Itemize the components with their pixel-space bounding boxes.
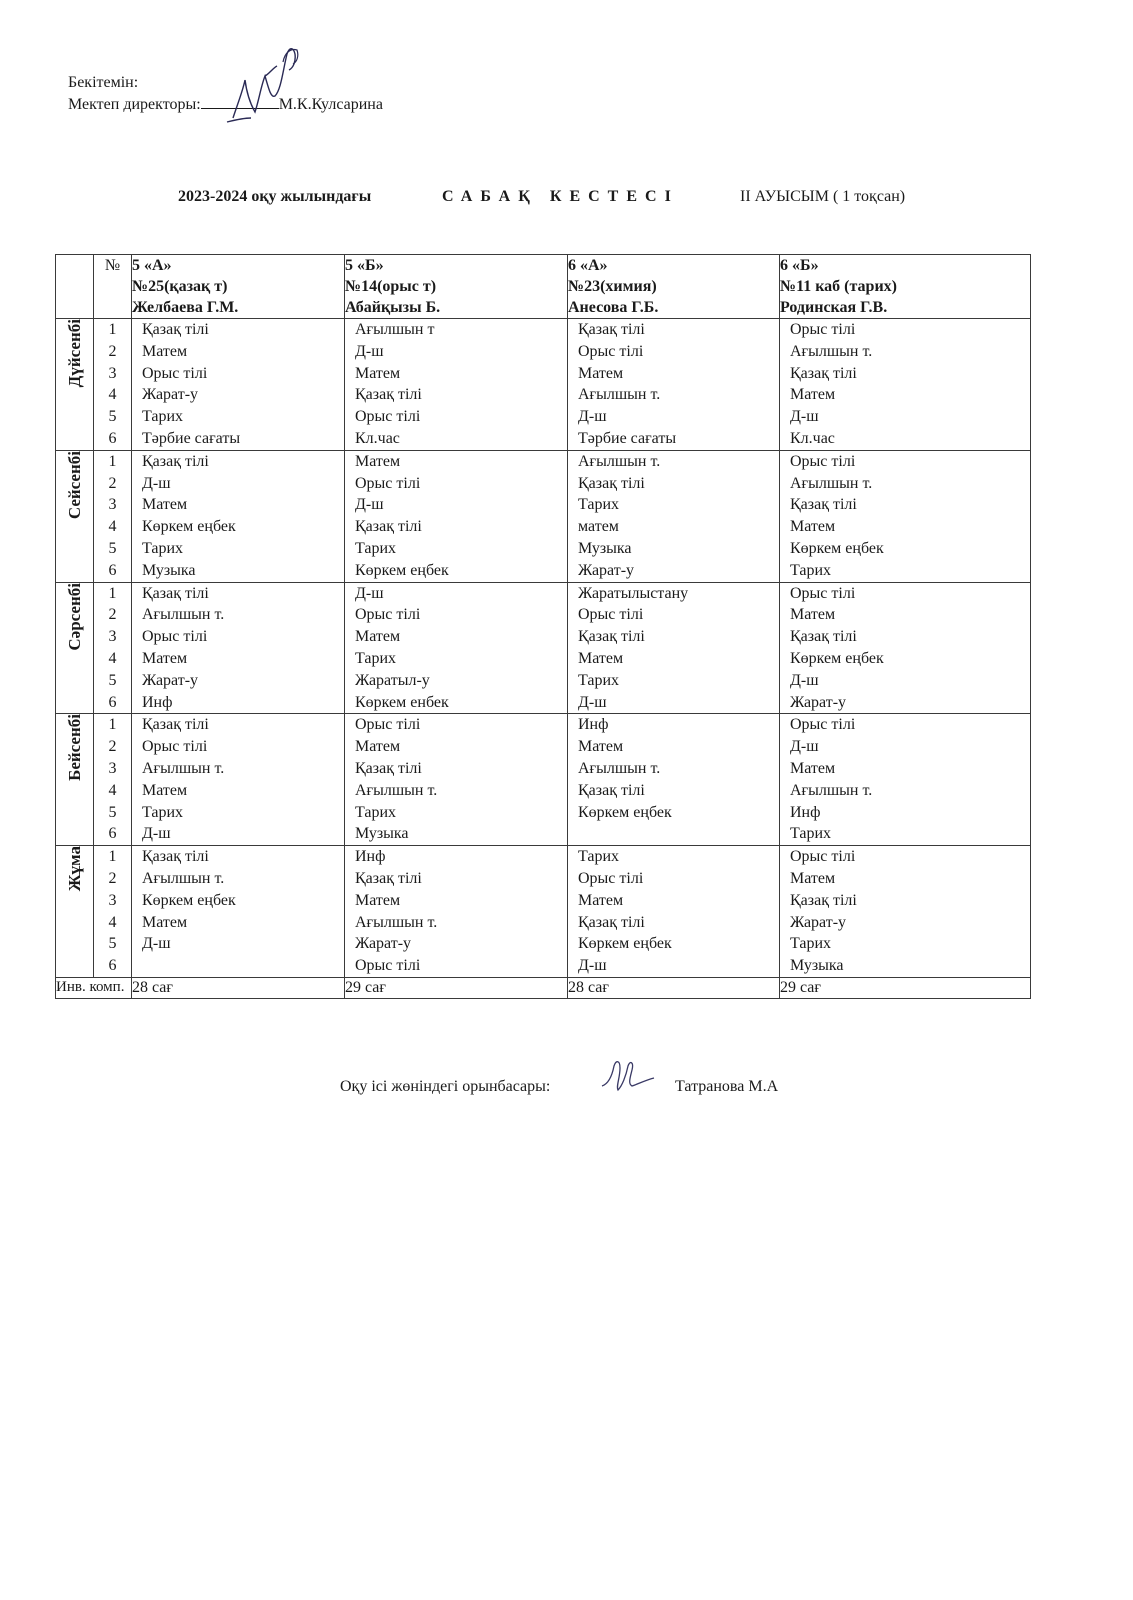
lesson-item: Матем bbox=[790, 386, 836, 404]
day-name: Сәрсенбі bbox=[64, 582, 84, 651]
lesson-item bbox=[132, 955, 344, 977]
lessons-cell bbox=[780, 714, 1031, 846]
lesson-item: Матем bbox=[355, 364, 401, 382]
lesson-item: Матем bbox=[578, 891, 624, 909]
number-header: № bbox=[94, 255, 132, 319]
lesson-item: Қазақ тілі bbox=[142, 321, 209, 338]
lesson-numbers bbox=[94, 846, 132, 978]
footer-row bbox=[56, 977, 1031, 998]
day-cell bbox=[56, 319, 94, 451]
class-room: №25(қазақ т) bbox=[132, 278, 228, 295]
lessons-cell bbox=[780, 450, 1031, 582]
lesson-number: 1 bbox=[108, 452, 117, 470]
lesson-item: Орыс тілі bbox=[578, 606, 644, 624]
lesson-item: Д-ш bbox=[578, 408, 607, 426]
lesson-item: Д-ш bbox=[355, 342, 384, 360]
class-header bbox=[132, 255, 345, 319]
lesson-item: Қазақ тілі bbox=[578, 781, 645, 799]
lesson-item: Тарих bbox=[578, 671, 620, 689]
lesson-item: Инф bbox=[578, 716, 609, 734]
lessons-cell bbox=[568, 846, 780, 978]
lesson-item: Ағылшын т. bbox=[142, 869, 225, 887]
lesson-item: Д-ш bbox=[142, 825, 171, 843]
day-cell bbox=[56, 450, 94, 582]
director-name: М.К.Кулсарина bbox=[278, 96, 383, 113]
lesson-number: 1 bbox=[108, 848, 117, 866]
lesson-item: Тарих bbox=[790, 561, 832, 579]
lesson-item: Орыс тілі bbox=[790, 321, 856, 338]
lesson-item: Матем bbox=[355, 628, 401, 646]
lessons-cell bbox=[345, 582, 568, 714]
lesson-number: 5 bbox=[108, 671, 117, 689]
lesson-item: Орыс тілі bbox=[355, 408, 421, 426]
lessons-cell bbox=[132, 714, 345, 846]
lesson-item: Матем bbox=[790, 869, 836, 887]
lesson-item: Қазақ тілі bbox=[355, 386, 422, 404]
lesson-item: Қазақ тілі bbox=[790, 364, 857, 382]
lesson-item: Орыс тілі bbox=[355, 957, 421, 975]
schedule-table bbox=[55, 254, 1031, 999]
day-row bbox=[56, 582, 1031, 714]
lesson-item: Матем bbox=[142, 913, 188, 931]
lesson-item: Д-ш bbox=[142, 474, 171, 492]
lesson-item: Д-ш bbox=[142, 935, 171, 953]
lesson-number: 5 bbox=[108, 539, 117, 557]
lesson-number: 1 bbox=[108, 321, 117, 338]
lesson-item: Орыс тілі bbox=[142, 738, 208, 756]
lesson-item: Орыс тілі bbox=[355, 716, 421, 734]
lessons-cell bbox=[345, 846, 568, 978]
lesson-number: 1 bbox=[108, 716, 117, 734]
lesson-item: Көркем еңбек bbox=[790, 539, 884, 557]
lesson-item: Орыс тілі bbox=[578, 869, 644, 887]
lessons-cell bbox=[132, 450, 345, 582]
lesson-item: Жарат-у bbox=[790, 693, 847, 711]
class-name: 5 «Б» bbox=[345, 257, 384, 274]
lesson-item: Ағылшын т. bbox=[790, 342, 873, 360]
lesson-item: Тарих bbox=[355, 649, 397, 667]
day-name: Бейсенбі bbox=[64, 714, 84, 782]
lesson-item: Матем bbox=[790, 518, 836, 536]
lesson-number: 5 bbox=[108, 935, 117, 953]
deputy-name: Татранова М.А bbox=[675, 1078, 779, 1095]
day-name: Жұма bbox=[64, 846, 84, 892]
lesson-item: Д-ш bbox=[790, 671, 819, 689]
lesson-number: 5 bbox=[108, 803, 117, 821]
lesson-number: 2 bbox=[108, 474, 117, 492]
lesson-item: Тарих bbox=[355, 539, 397, 557]
lesson-item: Д-ш bbox=[790, 738, 819, 756]
day-cell bbox=[56, 846, 94, 978]
lesson-item: Тарих bbox=[578, 848, 620, 866]
header-row bbox=[56, 255, 1031, 319]
lesson-item: Қазақ тілі bbox=[578, 628, 645, 646]
lesson-number: 3 bbox=[108, 628, 117, 646]
lessons-cell bbox=[568, 714, 780, 846]
lesson-item: Кл.час bbox=[790, 429, 835, 447]
lesson-item: Матем bbox=[578, 738, 624, 756]
class-name: 6 «Б» bbox=[780, 257, 819, 274]
lesson-item: Орыс тілі bbox=[790, 452, 856, 470]
lesson-item: Орыс тілі bbox=[790, 584, 856, 602]
director-title: Мектеп директоры: bbox=[68, 96, 201, 113]
lesson-item: Матем bbox=[578, 649, 624, 667]
lesson-item: Қазақ тілі bbox=[142, 584, 209, 602]
lesson-item: Тарих bbox=[578, 496, 620, 514]
lesson-number: 4 bbox=[108, 518, 117, 536]
lesson-item: Орыс тілі bbox=[142, 364, 208, 382]
lesson-item: Ағылшын т. bbox=[578, 759, 661, 777]
lesson-item: Матем bbox=[142, 342, 188, 360]
day-cell bbox=[56, 714, 94, 846]
class-teacher: Желбаева Г.М. bbox=[132, 299, 239, 316]
lesson-number: 4 bbox=[108, 781, 117, 799]
lesson-item: Матем bbox=[790, 759, 836, 777]
lesson-item: Матем bbox=[790, 606, 836, 624]
lesson-number: 6 bbox=[108, 561, 117, 579]
lesson-item: Матем bbox=[355, 738, 401, 756]
lesson-item: Тарих bbox=[142, 803, 184, 821]
lesson-item: Қазақ тілі bbox=[355, 869, 422, 887]
day-row bbox=[56, 319, 1031, 451]
lesson-item: Ағылшын т. bbox=[355, 781, 438, 799]
lessons-cell bbox=[345, 450, 568, 582]
lessons-cell bbox=[132, 582, 345, 714]
lesson-item: Орыс тілі bbox=[355, 474, 421, 492]
deputy-label: Оқу ісі жөніндегі орынбасары: bbox=[340, 1078, 551, 1095]
lesson-item: Ағылшын т. bbox=[142, 759, 225, 777]
lesson-item: Көркем еңбек bbox=[142, 891, 236, 909]
lesson-item: Тарих bbox=[142, 408, 184, 426]
lesson-item: Тарих bbox=[142, 539, 184, 557]
lesson-item: Тәрбие сағаты bbox=[578, 429, 677, 447]
lesson-item: Қазақ тілі bbox=[790, 628, 857, 646]
class-room: №14(орыс т) bbox=[345, 278, 437, 295]
lesson-item: Ағылшын т bbox=[355, 321, 435, 338]
lesson-item: Қазақ тілі bbox=[578, 913, 645, 931]
lesson-item: Орыс тілі bbox=[142, 628, 208, 646]
lesson-item: Қазақ тілі bbox=[142, 848, 209, 866]
lesson-item: Д-ш bbox=[578, 957, 607, 975]
lesson-numbers bbox=[94, 319, 132, 451]
lesson-item: Қазақ тілі bbox=[355, 759, 422, 777]
lesson-item bbox=[568, 823, 779, 845]
footer-label: Инв. комп. bbox=[56, 977, 132, 998]
lesson-number: 5 bbox=[108, 408, 117, 426]
lesson-number: 4 bbox=[108, 386, 117, 404]
lesson-item: Ағылшын т. bbox=[790, 781, 873, 799]
deputy-signature-icon bbox=[598, 1056, 658, 1096]
lesson-item: Жарат-у bbox=[142, 671, 199, 689]
lesson-item: Д-ш bbox=[355, 584, 384, 602]
lesson-item: Жарат-у bbox=[355, 935, 412, 953]
lesson-item: Ағылшын т. bbox=[355, 913, 438, 931]
lesson-number: 6 bbox=[108, 957, 117, 975]
day-header-cell bbox=[56, 255, 94, 319]
lessons-cell bbox=[345, 319, 568, 451]
lessons-cell bbox=[780, 319, 1031, 451]
lesson-numbers bbox=[94, 450, 132, 582]
lesson-number: 6 bbox=[108, 429, 117, 447]
lesson-number: 6 bbox=[108, 825, 117, 843]
lesson-item: Матем bbox=[142, 649, 188, 667]
lesson-number: 2 bbox=[108, 869, 117, 887]
lesson-item: Музыка bbox=[355, 825, 409, 843]
class-header bbox=[780, 255, 1031, 319]
lesson-item: Көркем еңбек bbox=[578, 935, 672, 953]
shift-label: ІІ АУЫСЫМ ( 1 тоқсан) bbox=[740, 188, 906, 205]
lesson-item: Жаратылыстану bbox=[578, 584, 689, 602]
lessons-cell bbox=[568, 450, 780, 582]
lesson-item: Жарат-у bbox=[790, 913, 847, 931]
lessons-cell bbox=[780, 582, 1031, 714]
lesson-item: Д-ш bbox=[578, 693, 607, 711]
lesson-number: 2 bbox=[108, 342, 117, 360]
lesson-item: Музыка bbox=[142, 561, 196, 579]
lesson-item: Матем bbox=[355, 891, 401, 909]
lesson-item: Музыка bbox=[790, 957, 844, 975]
lesson-item: Д-ш bbox=[790, 408, 819, 426]
lesson-item: Тәрбие сағаты bbox=[142, 429, 241, 447]
lesson-item: Жарат-у bbox=[578, 561, 635, 579]
total-hours: 28 сағ bbox=[568, 977, 780, 998]
class-header bbox=[568, 255, 780, 319]
lesson-number: 4 bbox=[108, 649, 117, 667]
total-hours: 29 сағ bbox=[345, 977, 568, 998]
lessons-cell bbox=[568, 319, 780, 451]
lesson-number: 4 bbox=[108, 913, 117, 931]
schedule-title: САБАҚ КЕСТЕСІ bbox=[442, 188, 679, 205]
day-row bbox=[56, 714, 1031, 846]
lessons-cell bbox=[780, 846, 1031, 978]
class-room: №23(химия) bbox=[568, 278, 657, 295]
lesson-item: Көркем еңбек bbox=[142, 518, 236, 536]
lesson-item: Қазақ тілі bbox=[578, 474, 645, 492]
lesson-item: Көркем еңбек bbox=[355, 561, 449, 579]
day-cell bbox=[56, 582, 94, 714]
academic-year: 2023-2024 оқу жылындағы bbox=[178, 188, 372, 205]
lesson-item: матем bbox=[578, 518, 619, 536]
lesson-item: Инф bbox=[355, 848, 386, 866]
lesson-numbers bbox=[94, 582, 132, 714]
class-name: 6 «А» bbox=[568, 257, 608, 274]
lesson-number: 3 bbox=[108, 759, 117, 777]
day-name: Сейсенбі bbox=[64, 450, 84, 519]
lesson-item: Инф bbox=[790, 803, 821, 821]
director-signature-icon bbox=[225, 40, 310, 130]
lesson-item: Жаратыл-у bbox=[355, 671, 430, 689]
lesson-item: Жарат-у bbox=[142, 386, 199, 404]
lesson-item: Ағылшын т. bbox=[578, 386, 661, 404]
lesson-number: 6 bbox=[108, 693, 117, 711]
lesson-number: 3 bbox=[108, 496, 117, 514]
total-hours: 28 сағ bbox=[132, 977, 345, 998]
lesson-number: 2 bbox=[108, 606, 117, 624]
lesson-item: Көркем еңбек bbox=[790, 649, 884, 667]
lessons-cell bbox=[345, 714, 568, 846]
lessons-cell bbox=[132, 319, 345, 451]
lesson-item: Музыка bbox=[578, 539, 632, 557]
lesson-item: Орыс тілі bbox=[790, 848, 856, 866]
lesson-item: Матем bbox=[142, 496, 188, 514]
class-name: 5 «А» bbox=[132, 257, 172, 274]
class-room: №11 каб (тарих) bbox=[780, 278, 897, 295]
lesson-item: Матем bbox=[578, 364, 624, 382]
lesson-item: Қазақ тілі bbox=[355, 518, 422, 536]
lesson-item: Тарих bbox=[790, 935, 832, 953]
approval-label: Бекітемін: bbox=[68, 74, 139, 91]
lesson-item: Тарих bbox=[355, 803, 397, 821]
lesson-item: Ағылшын т. bbox=[790, 474, 873, 492]
day-row bbox=[56, 846, 1031, 978]
total-hours: 29 сағ bbox=[780, 977, 1031, 998]
lesson-item: Матем bbox=[355, 452, 401, 470]
lesson-number: 3 bbox=[108, 364, 117, 382]
lessons-cell bbox=[132, 846, 345, 978]
lesson-item: Кл.час bbox=[355, 429, 400, 447]
class-teacher: Абайқызы Б. bbox=[345, 299, 441, 316]
lessons-cell bbox=[568, 582, 780, 714]
lesson-number: 3 bbox=[108, 891, 117, 909]
class-teacher: Родинская Г.В. bbox=[780, 299, 888, 316]
lesson-numbers bbox=[94, 714, 132, 846]
lesson-item: Матем bbox=[142, 781, 188, 799]
lesson-item: Қазақ тілі bbox=[790, 891, 857, 909]
class-header bbox=[345, 255, 568, 319]
day-name: Дүйсенбі bbox=[64, 319, 84, 388]
lesson-item: Тарих bbox=[790, 825, 832, 843]
deputy-signature-block bbox=[340, 1078, 779, 1096]
lesson-item: Көркем еңбек bbox=[578, 803, 672, 821]
class-teacher: Анесова Г.Б. bbox=[568, 299, 659, 316]
lesson-item: Орыс тілі bbox=[578, 342, 644, 360]
lesson-item: Қазақ тілі bbox=[142, 452, 209, 470]
lesson-item: Ағылшын т. bbox=[578, 452, 661, 470]
lesson-item: Көркем енбек bbox=[355, 693, 449, 711]
lesson-item: Д-ш bbox=[355, 496, 384, 514]
lesson-item: Қазақ тілі bbox=[578, 321, 645, 338]
lesson-item: Орыс тілі bbox=[790, 716, 856, 734]
lesson-item: Орыс тілі bbox=[355, 606, 421, 624]
lesson-number: 2 bbox=[108, 738, 117, 756]
lesson-item: Қазақ тілі bbox=[790, 496, 857, 514]
day-row bbox=[56, 450, 1031, 582]
lesson-item: Ағылшын т. bbox=[142, 606, 225, 624]
lesson-item: Инф bbox=[142, 693, 173, 711]
lesson-item: Қазақ тілі bbox=[142, 716, 209, 734]
lesson-number: 1 bbox=[108, 584, 117, 602]
